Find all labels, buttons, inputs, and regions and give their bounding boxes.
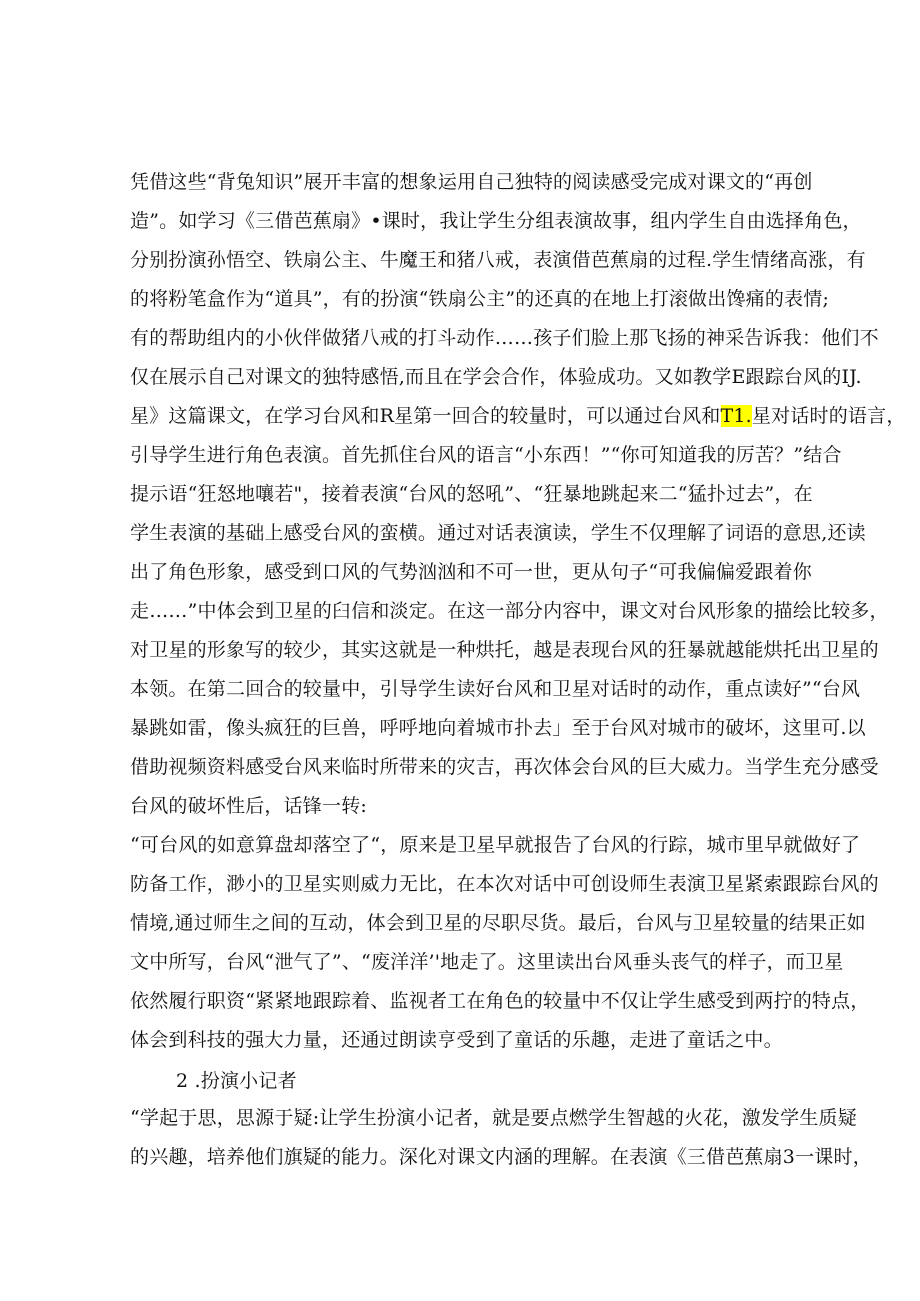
text-line-20: 情境,通过师生之间的互动，体会到卫星的尽职尽货。最后，台风与卫星较量的结果正如 bbox=[130, 912, 866, 934]
text-line-7 bbox=[130, 404, 906, 428]
text-line-9: 提示语“狂怒地嚷若"，接着表演“台风的怒吼”、“狂暴地跳起来二“猛扑过去”，在 bbox=[130, 483, 813, 505]
text-line-17: 台风的破坏性后，话锋一转: bbox=[130, 795, 368, 817]
text-line-19: 防备工作，渺小的卫星实则威力无比，在本次对话中可创设师生表演卫星紧索跟踪台风的 bbox=[130, 873, 879, 895]
text-line-5: 有的帮助组内的小伙伴做猪八戒的打斗动作……孩子们脸上那飞扬的神采告诉我：他们不 bbox=[130, 327, 879, 349]
text-line-10: 学生表演的基础上感受台风的蛮横。通过对话表演读，学生不仅理解了词语的意思,还读 bbox=[130, 522, 866, 544]
text-line-12: 走……”中体会到卫星的臼信和淡定。在这一部分内容中，课文对台风形象的描绘比较多， bbox=[130, 600, 889, 622]
text-line-23: 体会到科技的强大力量，还通过朗读亨受到了童话的乐趣，走进了童话之中。 bbox=[130, 1029, 783, 1051]
text-line-2: 造”。如学习《三借芭蕉扇》•课时，我让学生分组表演故事，组内学生自由选择角色， bbox=[130, 210, 862, 232]
text-line-11: 出了角色形象，感受到口风的气势汹汹和不可一世，更从句子“可我偏偏爱跟着你 bbox=[130, 561, 812, 583]
text-line-14: 本领。在第二回合的较量中，引导学生读好台风和卫星对话时的动作，重点读好”“台风 bbox=[130, 678, 861, 700]
text-line-26: 的兴趣，培养他们旗疑的能力。深化对课文内涵的理解。在表演《三借芭蕉扇3一课时， bbox=[130, 1146, 872, 1168]
text-line-3: 分别扮演孙悟空、铁扇公主、牛魔王和猪八戒，表演借芭蕉扇的过程.学生情绪高涨，有 bbox=[130, 249, 866, 271]
text-line-15: 暴跳如雷，像头疯狂的巨兽，呼呼地向着城市扑去」至于台风对城市的破坏，这里可.以 bbox=[130, 717, 866, 739]
text-line-13: 对卫星的形象写的较少，其实这就是一种烘托，越是表现台风的狂暴就越能烘托出卫星的 bbox=[130, 639, 879, 661]
text-line-21: 文中所写，台风“泄气了”、“废洋洋’'地走了。这里读出台风垂头丧气的样子，而卫星 bbox=[130, 951, 844, 973]
text-line-16: 借助视频资料感受台风来临时所带来的灾吉，再次体会台风的巨大威力。当学生充分感受 bbox=[130, 756, 879, 778]
text-line-25: “学起于思，思源于疑:让学生扮演小记者，就是要点燃学生智越的火花，激发学生质疑 bbox=[130, 1107, 857, 1129]
text-line-22: 依然履行职资“紧紧地跟踪着、监视者工在角色的较量中不仅让学生感受到两拧的特点， bbox=[130, 990, 870, 1012]
text-line-18: “可台风的如意算盘却落空了“，原来是卫星早就报告了台风的行踪，城市里早就做好了 bbox=[130, 834, 861, 856]
text-line-4: 的将粉笔盒作为“道具”，有的扮演“铁扇公主”的还真的在地上打滚做出馋痛的表情; bbox=[130, 288, 830, 310]
text-line-1: 凭借这些“背兔知识”展开丰富的想象运用自己独特的阅读感受完成对课文的“再创 bbox=[130, 171, 813, 193]
text-line-7-after: 星对话时的语言， bbox=[751, 405, 906, 427]
text-line-7-before: 星》这篇课文，在学习台风和R星第一回合的较量时，可以通过台风和 bbox=[130, 405, 721, 427]
text-line-8: 引导学生进行角色表演。首先抓住台风的语言“小东西！”“你可知道我的厉苦？”结合 bbox=[130, 444, 842, 466]
highlighted-text: T1. bbox=[720, 405, 752, 427]
section-heading: 2 .扮演小记者 bbox=[176, 1070, 297, 1092]
text-line-6: 仅在展示自己对课文的独特感悟,而且在学会合作，体验成功。又如教学E跟踪台风的IJ. bbox=[130, 366, 862, 388]
